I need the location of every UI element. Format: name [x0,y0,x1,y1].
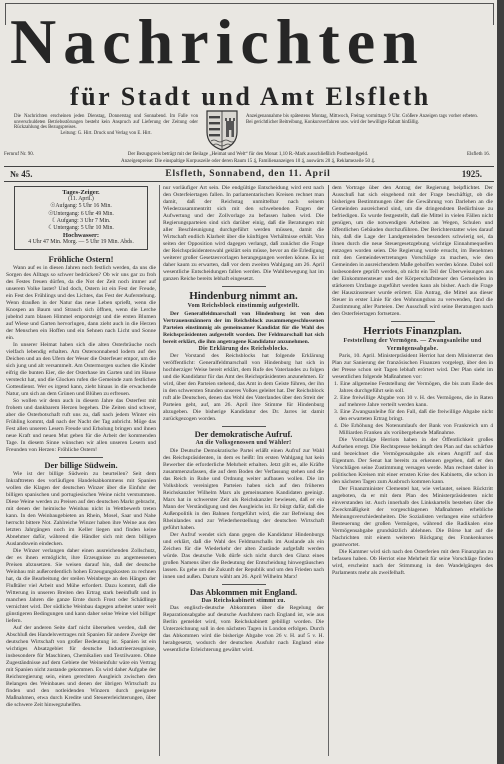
issue-number: № 45. [10,169,33,179]
article-headline: Der billige Südwein. [44,459,118,470]
article-separator [222,426,266,427]
article-separator [391,321,435,322]
article-headline: Der demokratische Aufruf. [194,429,293,439]
article-headline: Fröhliche Ostern! [48,253,114,264]
tages-zeiger-box [14,186,148,250]
list-item: 1. Eine allgemeine Feststellung der Vermögen, die bis zum Ende des Jahres durchgeführt sein soll. [334,381,493,394]
article-subheadline: Das Reichskabinett stimmt zu. [201,597,286,604]
article-paragraph: So wollen wir denn auch in diesem Jahre das Osterfest mit frohem und dankbarem Herzen begehen. Die Zeiten sind schwer, aber die Osterbotschaft ruft uns zu, daß nach jedem Winter ein Frühling kommt, daß nach der Nacht der Tag anbricht. Möge das Fest allen unseren Lesern Freude und Erholung bringen und ihnen neue Kraft und neuen Mut geben für die Arbeit der kommenden Tage. In diesem Sinne wünschen wir allen unseren Lesern und Freunden von Herzen: Fröhliche Ostern! [6,397,156,453]
article-paragraph: Wann auf es in diesen Jahren noch festlich werden, da uns die Sorgen des Alltags so schwer bedrücken? Ob wir uns gar zu froh des Festes freuen dürfen, da die Not der Zeit noch immer auf unserem Volke lastet? Und doch, Ostern ist ein Fest der Freude, ein Fest des Frühlings und des Lichtes, das Fest der Auferstehung. Wenn draußen in der Natur das neue Leben sprießt, wenn die Knospen an Baum und Strauch sich öffnen, wenn die Lerche jubelnd zum blauen Himmel emporsteigt und die ersten Blumen auf Wiese und Garten hervorlugen, dann zieht auch in die Herzen der Menschen ein Hoffen und ein Sehnen nach Licht und Sonne ein. [6,264,156,341]
article-headline: Hindenburg nimmt an. [189,290,298,302]
article-paragraph: Der Aufruf wendet sich dann gegen die Kandidatur Hindenburgs und erklärt, daß die Wahl des Feldmarschalls im Auslande als ein Zeichen für die Wiederkehr der alten Zustände aufgefaßt werden würde. Das deutsche Volk dürfe sich nicht durch den Glanz eines großen Namens über die Bedeutung der Entscheidung hinwegtäuschen lassen. Es gehe um die Zukunft der Republik und um den Frieden nach innen und außen. Darum wählt am 26. April Wilhelm Marx! [163,531,324,580]
article-paragraph: Die Vorschläge Herriots haben in der Öffentlichkeit großes Aufsehen erregt. Die Rechtspresse bekämpft den Plan auf das schärfste und bezeichnet die Vermögensabgabe als einen Angriff auf das Eigentum. Der Senat hat bereits zu erkennen gegeben, daß er den Vorschlägen seine Zustimmung versagen werde. Man rechnet daher in politischen Kreisen mit einer ernsten Krise des Kabinetts, die schon in den nächsten Tagen zum Ausbruch kommen kann. [332,437,493,485]
article-separator [222,286,266,287]
article-subheadline: Vom Reichsblock einstimmig aufgestellt. [187,303,300,309]
dateline [0,168,496,180]
issue-year: 1925. [461,169,482,179]
column-rule [159,185,160,756]
imprint-line [0,151,496,158]
advertising-info-text: Anzeigenannahme bis spätestens Montag, Mittwoch, Freitag vormittags 9 Uhr. Größere Anzeigen tags vorher erbeten. Bei gerichtlicher Beitreibung, Konkursverfahren usw. wird der bewilligte Rabatt hinfällig. [246,114,478,125]
article-paragraph: Auf der anderen Seite darf nicht übersehen werden, daß der Abschluß des Handelsvertrages mit Spanien für andere Zweige der deutschen Wirtschaft von großer Bedeutung ist. Spanien ist ein wichtiges Absatzgebiet für deutsche Industrieerzeugnisse, insbesondere für Maschinen, Chemikalien und Textilwaren. Ohne Zugeständnisse auf dem Gebiete der Weineinfuhr wäre ein Vertrag mit Spanien nicht zustande gekommen. Es wird daher Aufgabe der Reichsregierung sein, einen gerechten Ausgleich zwischen den Belangen des Weinbaues und denen der übrigen Wirtschaft zu finden und den notleidenden Winzern durch geeignete Maßnahmen, etwa durch Kredite und Steuererleichterungen, über die schwere Zeit hinwegzuhelfen. [6,624,156,708]
article-paragraph: In unserer Heimat haben sich die alten Osterbräuche noch vielfach lebendig erhalten. Am Ostersonnabend lodern auf den Deichen und an den Ufern der Weser die Osterfeuer empor, um die sich jung und alt versammelt. Am Ostermorgen suchen die Kinder eifrig die bunten Eier, die der Osterhase im Garten und im Hause versteckt hat, und die Glocken rufen die Gemeinde zum festlichen Gottesdienst. Wer es irgend kann, zieht hinaus in die erwachende Natur, um sich an dem Grünen und Blühen zu erfreuen. [6,341,156,397]
article-headline: Das Abkommen mit England. [189,586,298,597]
telegram-address: Elsfleth 16. [466,152,490,157]
moonset: ☾Untergang: 5 Uhr 10 Min. [48,225,114,232]
publisher-signature: Leitung: G. Hirt. Druck und Verlag von E. Hirt. [60,131,152,137]
article-paragraph: Das englisch-deutsche Abkommen über die Regelung der Reparationsabgabe auf deutsche Ausfuhren nach England ist, wie aus Berlin gemeldet wird, vom Reichskabinett gebilligt worden. Die Unterzeichnung soll in den nächsten Tagen in London erfolgen. Durch das Abkommen wird die bisherige Abgabe von 26 v. H. auf 5 v. H. herabgesetzt, wodurch der deutschen Ausfuhr nach England eine wesentliche Erleichterung gewährt wird. [163,605,324,653]
article-paragraph: Die Winzer verlangen daher einen ausreichenden Zollschutz, der es ihnen ermöglicht, ihre Erzeugnisse zu angemessenen Preisen abzusetzen. Sie weisen darauf hin, daß der deutsche Weinbau mit außerordentlich hohen Erzeugungskosten zu rechnen hat, da die Bearbeitung der steilen Weinberge an den Hängen der Flußtäler viel Arbeit und Mühe erfordert. Dazu kommt, daß die Witterung in unseren Breiten den Ertrag stark beeinflußt und in manchen Jahren die ganze Ernte durch Frost oder Schädlinge vernichtet wird. Der südliche Weinbau dagegen arbeitet unter weit günstigeren Bedingungen und kann daher seine Weine viel billiger liefern. [6,547,156,624]
article-paragraph: Die Kammer wird sich nach den Osterferien mit dem Finanzplan zu befassen haben. Ob Herriot eine Mehrheit für seine Vorschläge finden wird, erscheint nach der Stimmung in den Wandelgängen des Parlaments mehr als zweifelhaft. [332,549,493,576]
sunset: ☉Untergang: 6 Uhr 49 Min. [48,210,114,217]
column-left [6,185,156,756]
column-right [332,185,493,756]
issue-date: Elsfleth, Sonnabend, den 11. April [165,169,331,179]
scan-edge [497,0,504,764]
sunrise: ☉Aufgang: 5 Uhr 16 Min. [50,203,112,210]
masthead-frame-left [5,3,6,25]
article-paragraph: Der Vorstand des Reichsblocks hat folgende Erklärung veröffentlicht: Generalfeldmarschall von Hindenburg hat sich in hochherziger Weise bereit erklärt, dem Rufe des Vaterlandes zu folgen und die Kandidatur für das Amt des Reichspräsidenten anzunehmen. Er wird, über den Parteien stehend, das Amt in dem Geiste führen, der ihn in den schwersten Stunden unseres Volkes geleitet hat. Der Reichsblock ruft alle Deutschen, denen das Wohl des Vaterlandes über den Streit der Parteien geht, auf, am 26. April ihre Stimme für Hindenburg abzugeben. Die bisherige Kandidatur des Dr. Jarres ist damit zurückgezogen worden. [163,353,324,422]
masthead-title: Nachrichten [10,6,425,77]
ad-prices: Anzeigenpreise: Die einspaltige Korpuszeile oder deren Raum 15 ₰, Familienanzeigen 10 ₰, auswärts 20 ₰, Reklamezeile 50 ₰. [121,159,375,164]
list-item: 4. Die Erhöhung des Notenumlaufs der Bank von Frankreich um 4 Milliarden Franken als vorübergehende Maßnahme. [334,423,493,436]
header-rule-top [4,166,494,167]
high-water-times: 4 Uhr 47 Min. Morg. — 5 Uhr 19 Min. Abds. [28,239,134,246]
column-middle [163,185,324,756]
phone-number: Fernruf Nr. 90. [4,152,34,157]
list-item: 3. Eine Zwangsanleihe für den Fall, daß die freiwillige Abgabe nicht den erwarteten Ertrag bringt. [334,409,493,422]
article-paragraph: Wie ist der billige Südwein zu beurteilen? Seit dem Inkrafttreten des vorläufigen Handelsabkommens mit Spanien wollen die Klagen der deutschen Winzer über die Einfuhr der billigen spanischen und portugiesischen Weine nicht verstummen. Diese Weine werden zu Preisen auf den deutschen Markt gebracht, mit denen der heimische Weinbau nicht in Wettbewerb treten kann. In den Weinbaugebieten an Rhein, Mosel, Saar und Nahe herrscht bittere Not. Zahlreiche Winzer haben ihre Weine aus den letzten Jahrgängen noch im Keller liegen und finden keine Abnehmer dafür, während die Händler sich mit dem billigen Auslandswein eindecken. [6,470,156,547]
masthead-frame-top [5,3,493,4]
subscription-price: Der Bezugspreis beträgt mit der Beilage „Heimat und Welt“ für den Monat 1,10 R.-Mark ausschließlich Postbestellgeld. [127,152,369,157]
article-paragraph: nur vorläufiger Art sein. Die endgültige Entscheidung wird erst nach den Osterfeiertagen fallen. In parlamentarischen Kreisen rechnet man damit, daß der Reichstag unmittelbar nach seinem Wiederzusammentritt sich mit den schwebenden Fragen der Aufwertung und der Zollvorlage zu befassen haben wird. Die Regierungsparteien sind sich darüber einig, daß die Beratungen mit aller Beschleunigung durchgeführt werden müssen, damit die Wirtschaft endlich Klarheit über die künftigen Verhältnisse erhält. Von seiten der Opposition wird dagegen verlangt, daß zunächst die Frage der Reichspräsidentenwahl geklärt sein müsse, bevor an die Erledigung weiterer großer Gesetzesvorlagen herangegangen werden könne. Es ist daher kaum zu erwarten, daß vor dem zweiten Wahlgang am 26. April wesentliche Entscheidungen fallen werden. Die Wahlbewegung hat im ganzen Reiche bereits lebhaft eingesetzt. [163,185,324,282]
publication-info-box [14,114,198,137]
column-rule [328,185,329,756]
masthead-frame-right [493,3,494,25]
article-paragraph: Der Finanzminister Clementel hat, wie verlautet, seinen Rücktritt angeboten, da er mit dem Plan des Ministerpräsidenten nicht einverstanden ist. Auch innerhalb des Linkskartells bestehen über die Zweckmäßigkeit der vorgeschlagenen Maßnahmen erhebliche Meinungsverschiedenheiten. Die Sozialisten verlangen eine schärfere Besteuerung der großen Vermögen, während die Radikalen eine Vermögensabgabe grundsätzlich ablehnen. Die Börse hat auf die Nachrichten mit einem weiteren Rückgang des Frankenkurses geantwortet. [332,486,493,548]
article-subheadline: Die Erklärung des Reichsblocks. [198,345,289,352]
publication-info-text: Die Nachrichten erscheinen jeden Dienstag, Donnerstag und Sonnabend. Im Falle von unverschuldeten Betriebsstörungen besteht kein Anspruch auf Lieferung der Zeitung oder Rückzahlung des Bezugspreises. [14,114,198,131]
article-paragraph: Die Deutsche Demokratische Partei erläßt einen Aufruf zur Wahl des Reichspräsidenten, in dem es heißt: Im ersten Wahlgang hat kein Bewerber die erforderliche Mehrheit erhalten. Jetzt gilt es, alle Kräfte zusammenzufassen, die auf dem Boden der Verfassung stehen und die das Reich in Ruhe und Ordnung weiter aufbauen wollen. Die im Volksblock vereinigten Parteien haben sich auf den früheren Reichskanzler Wilhelm Marx als gemeinsamen Kandidaten geeinigt. Marx hat in schwerster Zeit als Reichskanzler bewiesen, daß er ein Mann der Verständigung und des Ausgleichs ist. Er bürgt dafür, daß die Außenpolitik in den Bahnen fortgeführt wird, die zur Befreiung des Rheinlandes und zur Wiederherstellung der deutschen Wirtschaft geführt haben. [163,447,324,531]
moonrise: ☾Aufgang: 3 Uhr 7 Min. [51,217,111,224]
article-subheadline: An die Volksgenossen und Wähler! [195,440,292,446]
masthead-subtitle: für Stadt und Amt Elsfleth [70,82,431,111]
article-paragraph: Paris, 10. April. Ministerpräsident Herriot hat dem Ministerrat den Plan zur Sanierung der französischen Finanzen vorgelegt, über den in der Presse schon seit Tagen lebhaft erörtert wird. Der Plan sieht im wesentlichen folgende Maßnahmen vor: [332,353,493,380]
high-water-label: Hochwasser: [62,232,100,240]
advertising-info-box [246,114,478,125]
article-headline: Herriots Finanzplan. [363,325,462,337]
tages-zeiger-date: (11. April.) [68,196,94,203]
article-separator [59,457,103,458]
list-item: 2. Eine freiwillige Abgabe von 10 v. H. des Vermögens, die in Raten auf mehrere Jahre verteilt werden kann. [334,395,493,408]
article-separator [222,584,266,585]
article-subheadline: Feststellung der Vermögen. — Zwangsanleihe und Vermögensabgabe. [343,338,482,352]
tages-zeiger-title: Tages-Zeiger. [62,189,100,196]
article-lead: Der Generalfeldmarschall von Hindenburg ist von den Vertrauensmännern der im Reichsblock zusammengeschlossenen Parteien einstimmig als gemeinsamer Kandidat für die Wahl des Reichspräsidenten aufgestellt worden. Der Feldmarschall hat sich bereit erklärt, die ihm angetragene Kandidatur anzunehmen. [163,310,324,345]
coat-of-arms [205,108,239,152]
article-paragraph: dem Vortrage über den Antrag der Regierung beipflichtet. Der Ausschuß hat sich eingehend mit der Frage beschäftigt, ob die bisherigen Bestimmungen über die Gewährung von Darlehen an die Gemeinden ausreichend sind, um die dringendsten Bedürfnisse zu befriedigen. Es wurde festgestellt, daß die Mittel in vielen Fällen nicht genügen, um die notwendigen Arbeiten an Wegen, Schulen und öffentlichen Gebäuden durchzuführen. Der Berichterstatter wies darauf hin, daß die Lage der Landgemeinden besonders schwierig sei, da ihnen durch die neue Steuergesetzgebung wichtige Einnahmequellen entzogen worden seien. Die Regierung wurde ersucht, im Benehmen mit den Gemeindevertretungen Vorschläge zu machen, wie den Gemeinden in ausreichendem Maße geholfen werden könne. Dabei soll insbesondere geprüft werden, ob nicht ein Teil der Überweisungen aus der Einkommensteuer und der Körperschaftsteuer den Gemeinden in stärkerem Umfange zugeführt werden kann als bisher. Auch die Frage der Hauszinssteuer wurde erörtert. Ein Antrag, die Mittel aus dieser Steuer in erster Linie für den Wohnungsbau zu verwenden, fand die Zustimmung aller Parteien. Der Ausschuß wird seine Beratungen nach den Osterfeiertagen fortsetzen. [332,185,493,317]
header-rule-bottom [4,181,494,182]
